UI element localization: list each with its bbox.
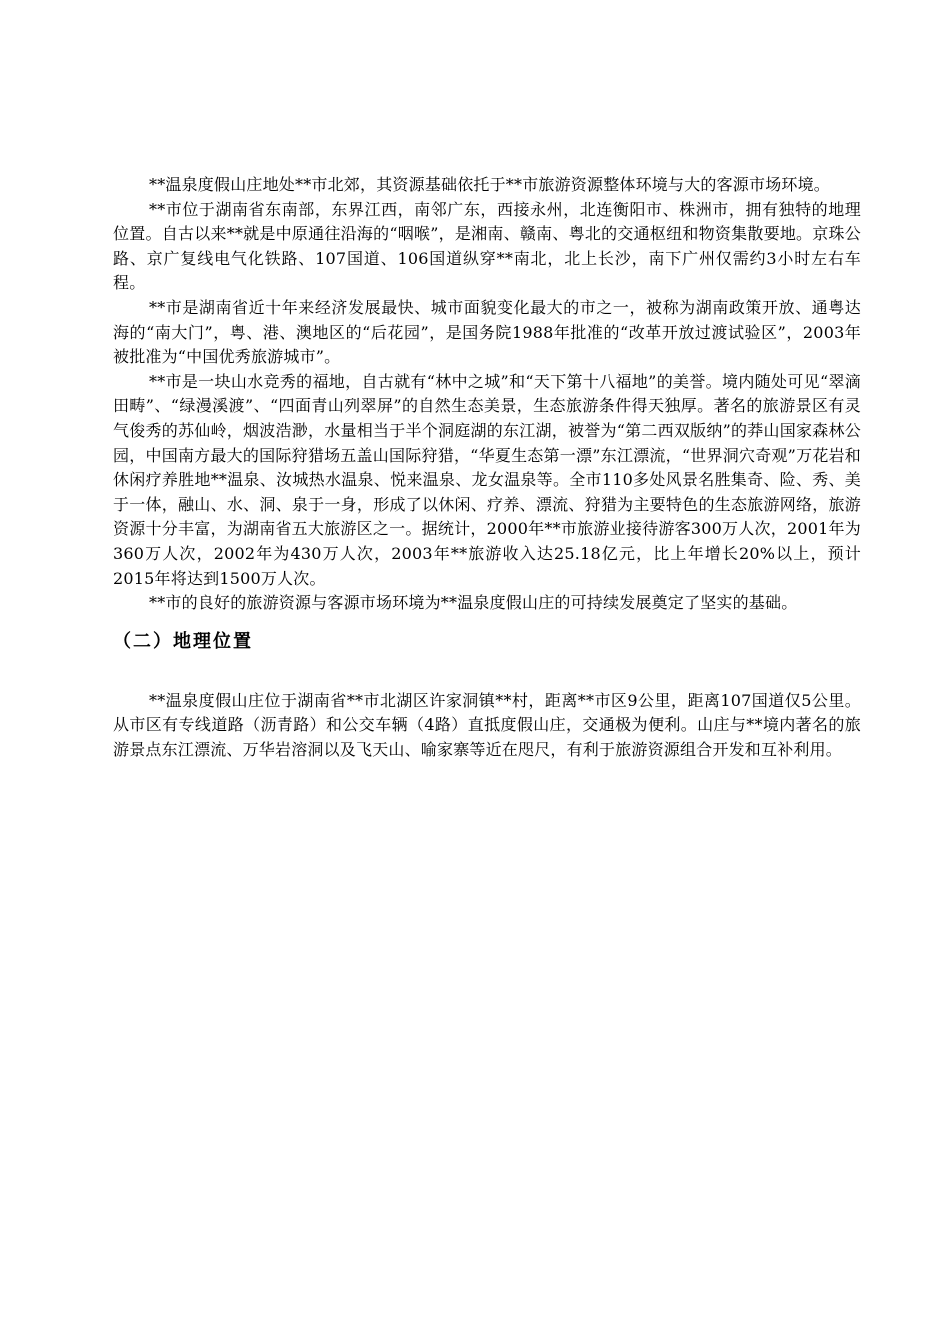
paragraph-summary: **市的良好的旅游资源与客源市场环境为**温泉度假山庄的可持续发展奠定了坚实的基础。 [149,593,798,613]
document-page [113,173,861,762]
section-heading-geographic-location: （二）地理位置 [113,630,253,652]
paragraph-city-economy: **市是湖南省近十年来经济发展最快、城市面貌变化最大的市之一，被称为湖南政策开放、通粤达海的“南大门”，粤、港、澳地区的“后花园”，是国务院1988年批准的“改革开放过渡试验区”，2003年被批准为“中国优秀旅游城市”。 [113,297,861,367]
paragraph-resort-location: **温泉度假山庄位于湖南省**市北湖区许家洞镇**村，距离**市区9公里，距离107国道仅5公里。从市区有专线道路（沥青路）和公交车辆（4路）直抵度假山庄，交通极为便利。山庄与**境内著名的旅游景点东江漂流、万华岩溶洞以及飞天山、喻家寨等近在咫尺，有利于旅游资源组合开发和互补利用。 [113,690,861,759]
paragraph-city-geography: **市位于湖南省东南部，东界江西，南邻广东，西接永州，北连衡阳市、株洲市，拥有独特的地理位置。自古以来**就是中原通往沿海的“咽喉”，是湘南、赣南、粤北的交通枢纽和物资集散要地。京珠公路、京广复线电气化铁路、107国道、106国道纵穿**南北，北上长沙，南下广州仅需约3小时左右车程。 [113,199,861,293]
paragraph-tourism-resources: **市是一块山水竞秀的福地，自古就有“林中之城”和“天下第十八福地”的美誉。境内随处可见“翠滴田畴”、“绿漫溪渡”、“四面青山列翠屏”的自然生态美景，生态旅游条件得天独厚。著名的旅游景区有灵气俊秀的苏仙岭，烟波浩渺，水量相当于半个洞庭湖的东江湖，被誉为“第二西双版纳”的莽山国家森林公园，中国南方最大的国际狩猎场五盖山国际狩猎，“华夏生态第一漂”东江漂流，“世界洞穴奇观”万花岩和休闲疗养胜地**温泉、汝城热水温泉、悦来温泉、龙女温泉等。全市110多处风景名胜集奇、险、秀、美于一体，融山、水、洞、泉于一身，形成了以休闲、疗养、漂流、狩猎为主要特色的生态旅游网络，旅游资源十分丰富，为湖南省五大旅游区之一。据统计，2000年**市旅游业接待游客300万人次，2001年为360万人次，2002年为430万人次，2003年**旅游收入达25.18亿元，比上年增长20%以上，预计2015年将达到1500万人次。 [113,371,861,588]
paragraph-location-overview: **温泉度假山庄地处**市北郊，其资源基础依托于**市旅游资源整体环境与大的客源市场环境。 [149,175,831,194]
